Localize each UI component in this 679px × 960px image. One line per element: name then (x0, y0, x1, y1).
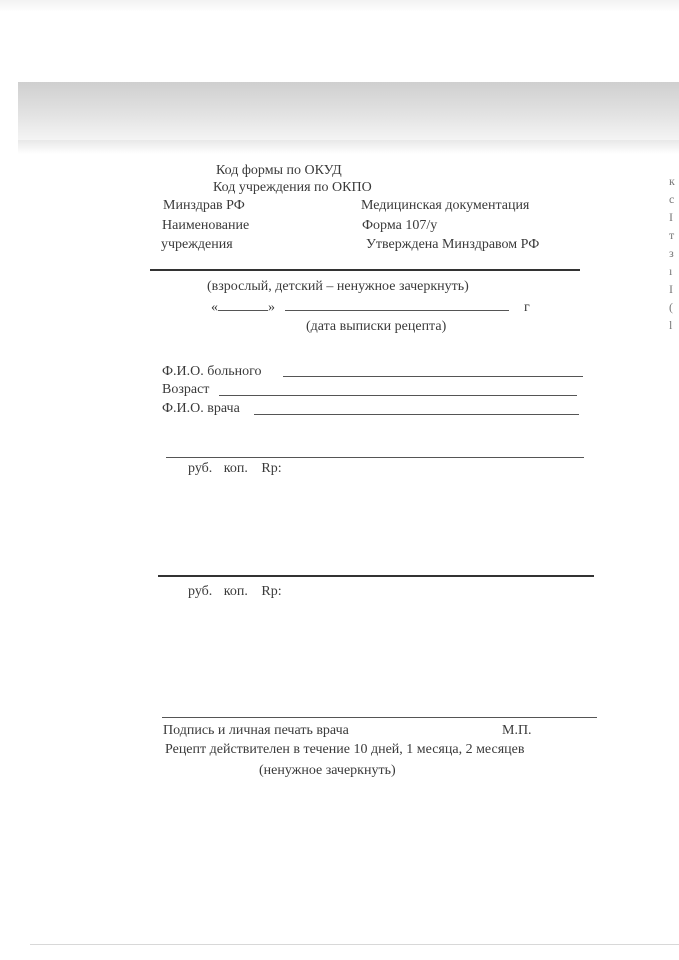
age-label: Возраст (162, 382, 210, 397)
age-line[interactable] (219, 395, 577, 396)
edge-char: к (669, 174, 675, 188)
kop-label: коп. (223, 584, 248, 599)
date-quote-close: » (268, 300, 275, 315)
doctor-name-line[interactable] (254, 414, 579, 415)
date-line (211, 298, 530, 316)
okud-label: Код формы по ОКУД (216, 163, 342, 178)
form-number: Форма 107/у (362, 218, 438, 233)
date-quote-open: « (211, 300, 218, 315)
adjacent-page-edge (664, 150, 679, 350)
date-caption: (дата выписки рецепта) (306, 319, 447, 334)
doc-type-label: Медицинская документация (361, 198, 530, 213)
rp-label: Rp: (261, 461, 282, 476)
edge-char: т (669, 228, 675, 242)
prescription-divider-middle (158, 575, 594, 577)
institution-label: учреждения (161, 237, 233, 252)
name-label: Наименование (162, 218, 250, 233)
prescription-divider-top (166, 457, 584, 458)
date-day-blank[interactable] (218, 298, 268, 311)
header-divider (150, 269, 580, 271)
scan-top-smudge (0, 0, 679, 12)
date-month-blank[interactable] (285, 298, 509, 311)
patient-type-note: (взрослый, детский – ненужное зачеркнуть) (207, 279, 469, 294)
scan-shadow-band (18, 82, 679, 140)
patient-name-line[interactable] (283, 376, 583, 377)
strike-note: (ненужное зачеркнуть) (259, 763, 396, 778)
rub-label: руб. (188, 461, 213, 476)
edge-char: з (669, 246, 674, 260)
validity-note: Рецепт действителен в течение 10 дней, 1 месяца, 2 месяцев (165, 742, 525, 757)
prescription-2-row (188, 584, 282, 600)
edge-char: I (669, 282, 673, 296)
edge-char: l (669, 318, 673, 332)
ministry-label: Минздрав РФ (163, 198, 245, 213)
signature-label: Подпись и личная печать врача (163, 723, 349, 738)
rp-label: Rp: (261, 584, 282, 599)
scan-shadow-fade (18, 140, 679, 154)
edge-char: I (669, 210, 673, 224)
okpo-label: Код учреждения по ОКПО (213, 180, 372, 195)
prescription-1-row (188, 461, 282, 477)
approved-label: Утверждена Минздравом РФ (366, 237, 540, 252)
date-year-suffix: г (524, 300, 530, 315)
doctor-name-label: Ф.И.О. врача (162, 401, 240, 416)
edge-char: ı (669, 264, 673, 278)
rub-label: руб. (188, 584, 213, 599)
prescription-divider-bottom (162, 717, 597, 718)
patient-name-label: Ф.И.О. больного (162, 364, 262, 379)
stamp-label: М.П. (502, 723, 532, 738)
kop-label: коп. (223, 461, 248, 476)
scan-bottom-edge (30, 944, 679, 945)
edge-char: ( (669, 300, 673, 314)
edge-char: с (669, 192, 675, 206)
